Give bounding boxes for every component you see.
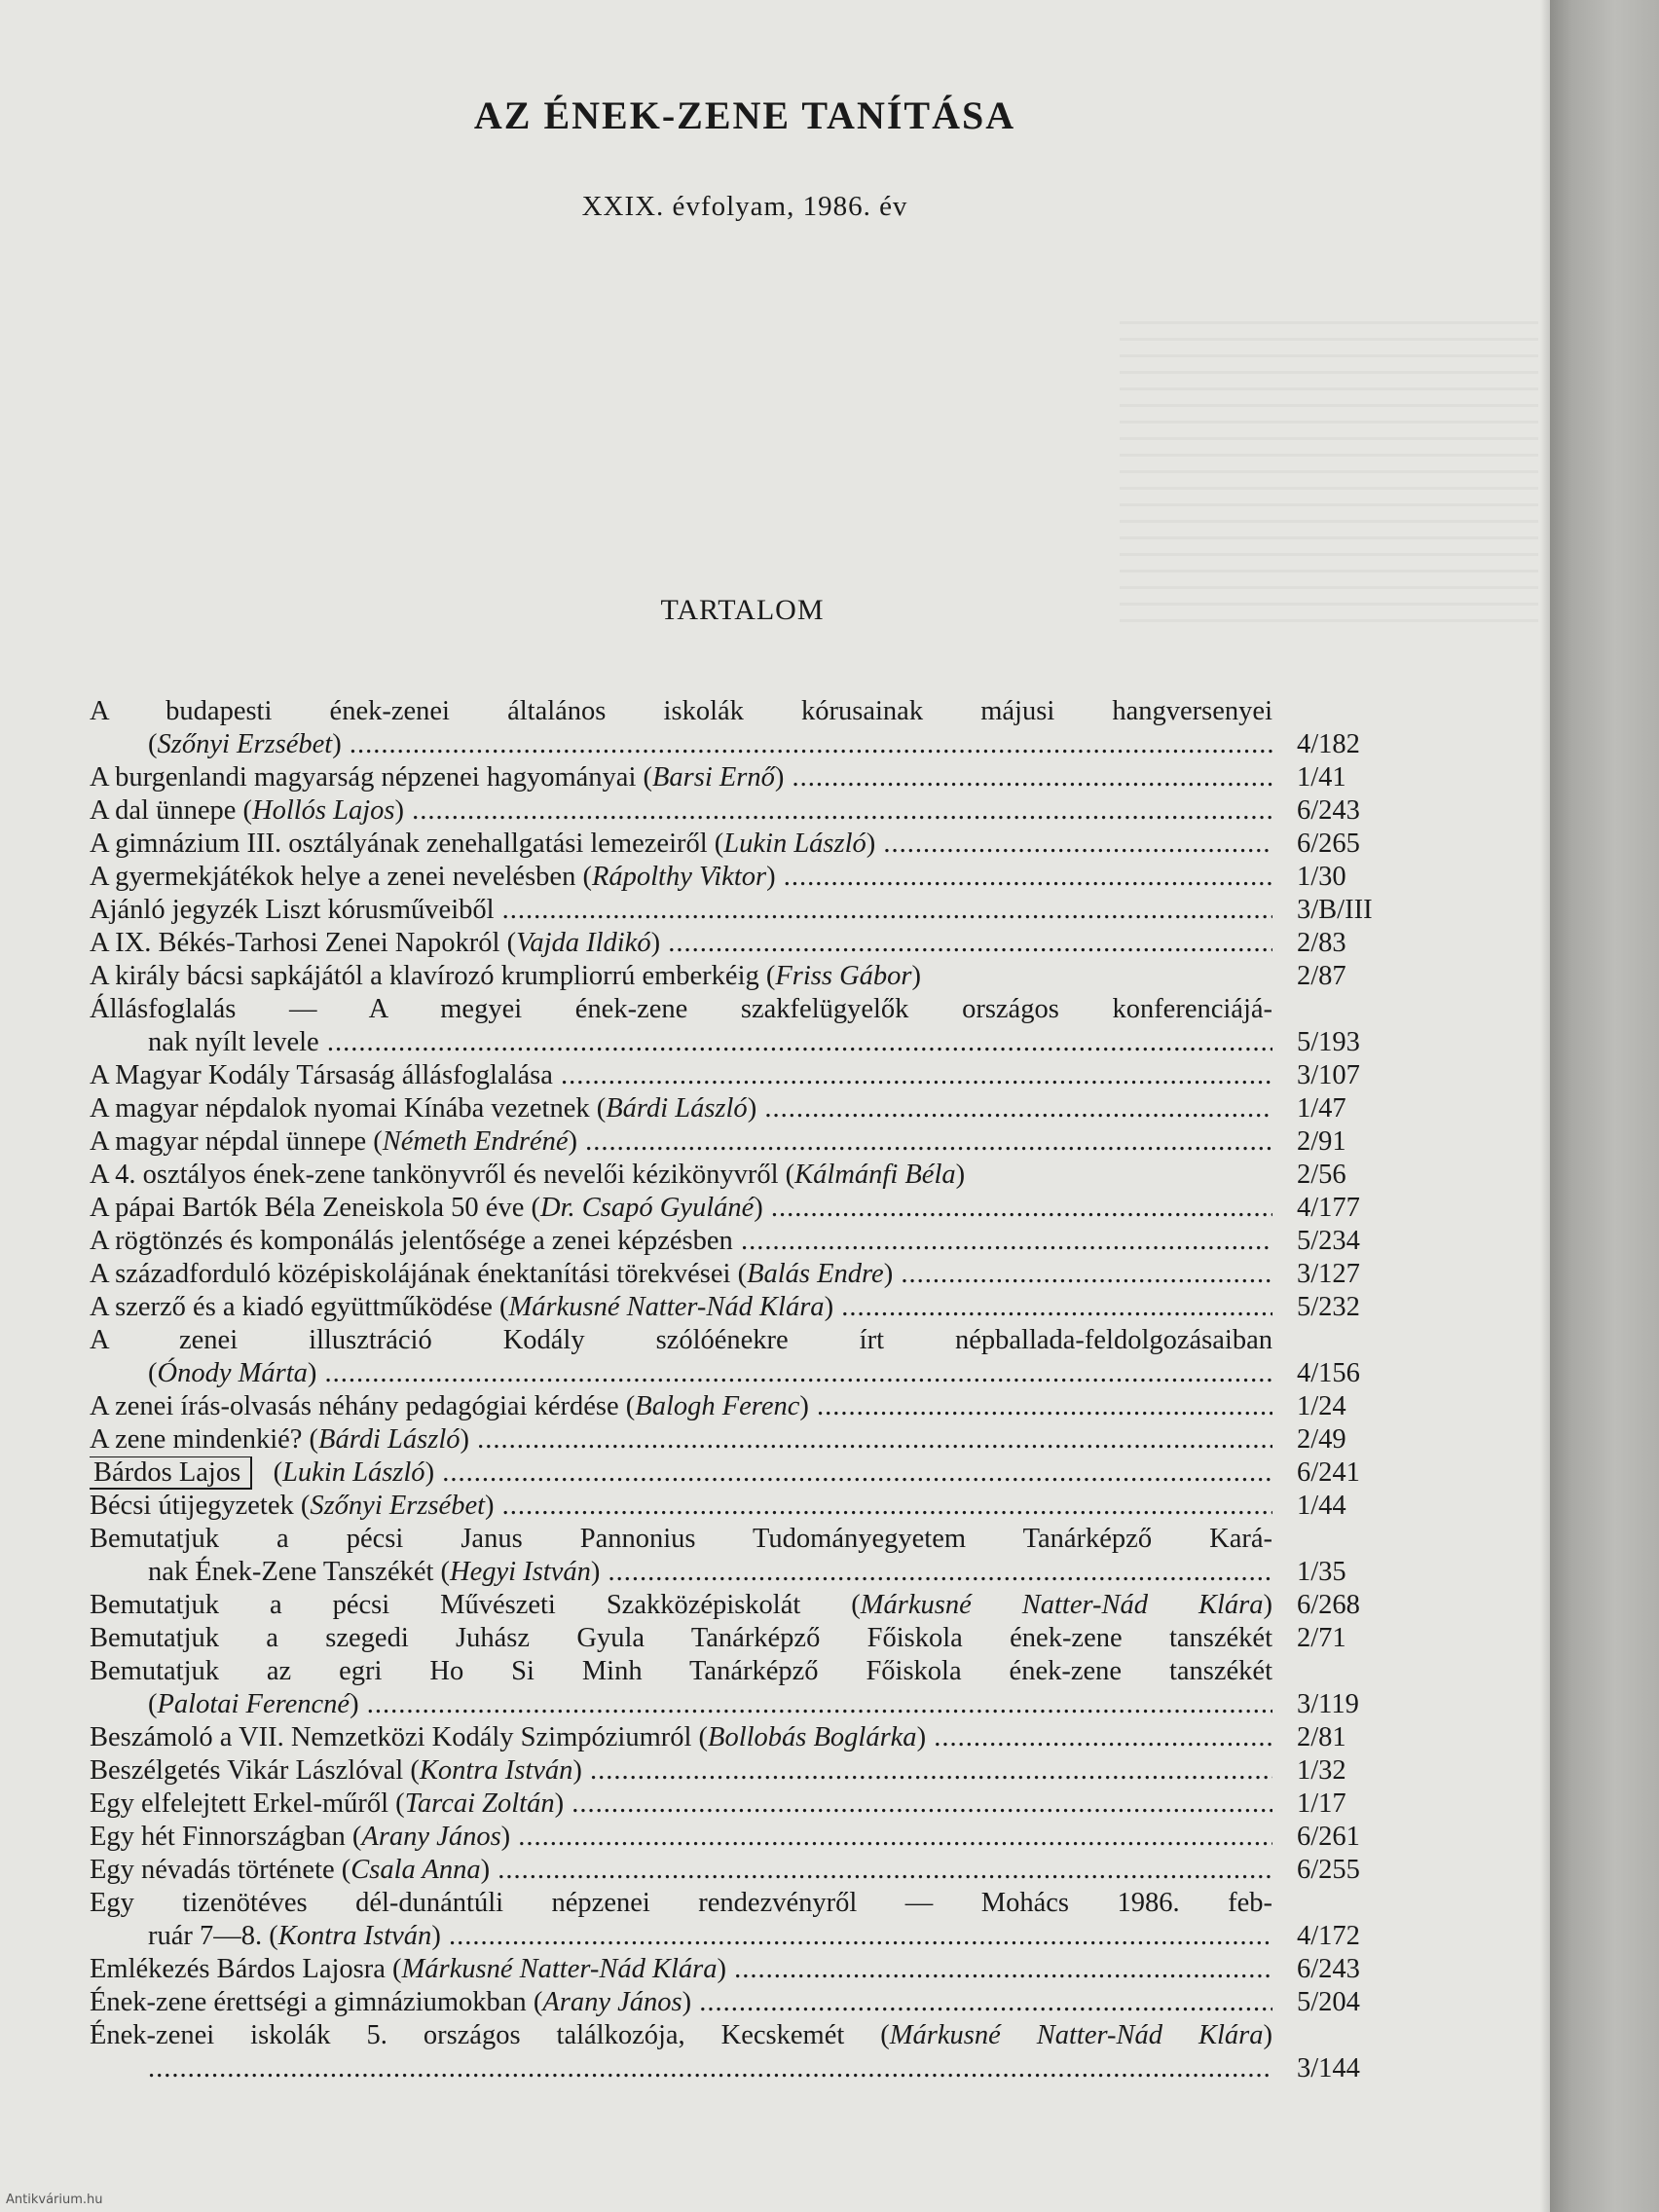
toc-entry: A pápai Bartók Béla Zeneiskola 50 éve (Dr. Csapó Gyuláné) ..... 4/177 [90,1192,1404,1225]
toc-entry: A dal ünnepe (Hollós Lajos) ..... 6/243 [90,794,1404,828]
toc-entry: A király bácsi sapkájától a klavírozó krumpliorrú emberkéig (Friss Gábor) 2/87 [90,960,1404,993]
toc-entry: Bemutatjuk a pécsi Művészeti Szakközépiskolát (Márkusné Natter-Nád Klára) 6/268 [90,1589,1404,1622]
entry-issue-page: 2/81 [1297,1722,1346,1752]
volume-info: XXIX. évfolyam, 1986. év [581,191,908,222]
entry-title: Ajánló jegyzék Liszt kórusműveiből [90,895,495,925]
toc-entry [90,1059,1404,1092]
entry-title: A burgenlandi magyarság népzenei hagyományai [90,762,637,793]
entry-title: Beszámoló a VII. Nemzetközi Kodály Szimpóziumról [90,1722,692,1752]
entry-issue-page: 5/204 [1297,1987,1360,2017]
entry-author: Szőnyi Erzsébet [157,729,333,759]
entry-author: Márkusné Natter-Nád Klára [401,1954,718,1984]
entry-title: A gimnázium III. osztályának zenehallgatási lemezeiről [90,829,708,859]
entry-author: Palotai Ferencné [157,1689,350,1719]
entry-author: Arany János [361,1822,501,1852]
entry-issue-page: 1/32 [1297,1755,1346,1786]
entry-title-line2: nak Ének-Zene Tanszékét [148,1557,434,1587]
toc-heading: TARTALOM [660,594,825,626]
toc-entry: A zenei írás-olvasás néhány pedagógiai kérdése (Balogh Ferenc) ..... 1/24 [90,1390,1404,1423]
entry-author: Hegyi István [450,1557,591,1587]
entry-title: A szerző és a kiadó együttműködése [90,1292,493,1322]
entry-author: Bollobás Boglárka [708,1722,917,1752]
entry-issue-page: 4/182 [1297,729,1360,759]
entry-title: A rögtönzés és komponálás jelentősége a zenei képzésben [90,1226,733,1256]
toc-entry-continuation: (Ónody Márta) ..... 4/156 [90,1357,1404,1390]
entry-author: Tarcai Zoltán [404,1788,555,1819]
toc-entry: Ének-zene érettségi a gimnáziumokban (Arany János) ..... 5/204 [90,1986,1404,2019]
entry-title: A IX. Békés-Tarhosi Zenei Napokról [90,928,500,958]
entry-issue-page: 4/156 [1297,1358,1360,1388]
entry-title: Egy elfelejtett Erkel-műről [90,1788,389,1819]
entry-title-line2: ruár 7—8. [148,1921,263,1951]
toc-entry [90,1523,1404,1556]
entry-title: Bárdos Lajos [90,1456,252,1490]
entry-title-line2: nak nyílt levele [148,1027,319,1057]
entry-issue-page: 6/261 [1297,1822,1360,1852]
entry-title: Beszélgetés Vikár Lászlóval [90,1755,404,1786]
entry-issue-page: 3/B/III [1297,895,1373,925]
entry-issue-page: 2/71 [1297,1623,1346,1653]
toc-entry-continuation [90,1026,1404,1059]
entry-author: Lukin László [723,829,866,859]
toc-entry: Bécsi útijegyzetek (Szőnyi Erzsébet) ..... 1/44 [90,1490,1404,1523]
entry-title: A zene mindenkié? [90,1424,303,1455]
toc-entry: Emlékezés Bárdos Lajosra (Márkusné Natter-Nád Klára) ..... 6/243 [90,1953,1404,1986]
toc-entry [90,993,1404,1026]
toc-entry: A gyermekjátékok helye a zenei nevelésben (Rápolthy Viktor) ..... 1/30 [90,861,1404,894]
entry-title: A zenei írás-olvasás néhány pedagógiai kérdése [90,1391,619,1421]
toc-entry: Egy hét Finnországban (Arany János) ..... 6/261 [90,1821,1404,1854]
entry-title: Bemutatjuk a pécsi Janus Pannonius Tudományegyetem Tanárképző Kará- [90,1524,1272,1554]
entry-issue-page: 3/107 [1297,1060,1360,1090]
entry-title: A századforduló középiskolájának énektanítási törekvései [90,1259,731,1289]
entry-issue-page: 5/232 [1297,1292,1360,1322]
entry-author: Bárdi László [606,1093,748,1124]
entry-title: Egy tizenötéves dél-dunántúli népzenei rendezvényről — Mohács 1986. feb- [90,1888,1272,1918]
entry-author: Barsi Ernő [652,762,775,793]
entry-title: A 4. osztályos ének-zene tankönyvről és nevelői kézikönyvről [90,1160,779,1190]
toc-entry-continuation: nak Ének-Zene Tanszékét (Hegyi István) ..... 1/35 [90,1556,1404,1589]
entry-issue-page: 1/47 [1297,1093,1346,1124]
entry-issue-page: 6/243 [1297,795,1360,826]
entry-title: Ének-zenei iskolák 5. országos találkozója, Kecskemét [90,2020,845,2050]
toc-entry: Egy elfelejtett Erkel-műről (Tarcai Zoltán) ..... 1/17 [90,1788,1404,1821]
toc-entry [90,1655,1404,1688]
entry-issue-page: 2/49 [1297,1424,1346,1455]
toc-entry: Egy névadás története (Csala Anna) ..... 6/255 [90,1854,1404,1887]
entry-title: Egy névadás története [90,1855,335,1885]
entry-author: Friss Gábor [775,961,912,991]
entry-author: Csala Anna [350,1855,481,1885]
entry-author: Kontra István [419,1755,573,1786]
entry-title: A gyermekjátékok helye a zenei nevelésben [90,862,576,892]
entry-issue-page: 1/44 [1297,1491,1346,1521]
entry-title: A pápai Bartók Béla Zeneiskola 50 éve [90,1193,525,1223]
toc-entry: A zene mindenkié? (Bárdi László) ..... 2/49 [90,1423,1404,1456]
toc-entry: A magyar népdal ünnepe (Németh Endréné) ..... 2/91 [90,1125,1404,1159]
book-spine [1550,0,1659,2212]
toc-entry-continuation: ruár 7—8. (Kontra István) ..... 4/172 [90,1920,1404,1953]
toc-entry [90,1324,1404,1357]
entry-title-line2: (Szőnyi Erzsébet) ..... [90,728,1272,761]
toc-entry [90,1225,1404,1258]
entry-issue-page: 3/144 [1297,2053,1360,2083]
entry-title: A magyar népdal ünnepe [90,1126,367,1157]
entry-title: Bemutatjuk a szegedi Juhász Gyula Tanárképző Főiskola ének-zene tanszékét [90,1623,1272,1653]
toc-entry [90,695,1404,728]
entry-title: A zenei illusztráció Kodály szólóénekre írt népballada-feldolgozásaiban [90,1325,1272,1355]
entry-issue-page: 1/41 [1297,762,1346,793]
entry-title: A magyar népdalok nyomai Kínába vezetnek [90,1093,590,1124]
entry-issue-page: 2/91 [1297,1126,1346,1157]
entry-author: Kálmánfi Béla [794,1160,956,1190]
entry-issue-page: 6/243 [1297,1954,1360,1984]
toc-entry: A szerző és a kiadó együttműködése (Márkusné Natter-Nád Klára) ..... 5/232 [90,1291,1404,1324]
entry-title: Bemutatjuk a pécsi Művészeti Szakközépiskolát [90,1590,801,1620]
entry-title: Bécsi útijegyzetek [90,1491,294,1521]
entry-title: Bemutatjuk az egri Ho Si Minh Tanárképző Főiskola ének-zene tanszékét [90,1656,1272,1686]
entry-author: Balás Endre [747,1259,884,1289]
entry-issue-page: 2/56 [1297,1160,1346,1190]
entry-author: Rápolthy Viktor [591,862,767,892]
entry-title: Ének-zene érettségi a gimnáziumokban [90,1987,527,2017]
entry-title: Állásfoglalás — A megyei ének-zene szakfelügyelők országos konferenciájá- [90,994,1272,1024]
entry-title: A dal ünnepe [90,795,237,826]
toc-entry-continuation: (Palotai Ferencné) ..... 3/119 [90,1688,1404,1721]
entry-issue-page: 1/30 [1297,862,1346,892]
entry-author: Lukin László [282,1457,425,1488]
entry-author: Hollós Lajos [252,795,395,826]
entry-author: Szőnyi Erzsébet [310,1491,486,1521]
entry-author: Bárdi László [318,1424,461,1455]
toc-entry: Ének-zenei iskolák 5. országos találkozója, Kecskemét (Márkusné Natter-Nád Klára) [90,2020,1272,2050]
entry-title: A budapesti ének-zenei általános iskolák kórusainak májusi hangversenyei [90,696,1272,726]
toc-entry: A századforduló középiskolájának énektanítási törekvései (Balás Endre) ..... 3/127 [90,1258,1404,1291]
entry-author: Balogh Ferenc [635,1391,800,1421]
entry-issue-page: 6/268 [1297,1590,1360,1620]
entry-issue-page: 5/193 [1297,1027,1360,1057]
entry-author: Vajda Ildikó [516,928,651,958]
entry-issue-page: 2/87 [1297,961,1346,991]
toc-entry-continuation [90,728,1404,761]
entry-author: Németh Endréné [382,1126,569,1157]
toc-entry: Beszámoló a VII. Nemzetközi Kodály Szimpóziumról (Bollobás Boglárka) ..... 2/81 [90,1721,1404,1754]
entry-issue-page: 3/119 [1297,1689,1359,1719]
toc-entry [90,1887,1404,1920]
toc-entry: A magyar népdalok nyomai Kínába vezetnek (Bárdi László) ..... 1/47 [90,1092,1404,1125]
entry-author: Márkusné Natter-Nád Klára [508,1292,825,1322]
entry-issue-page: 6/255 [1297,1855,1360,1885]
toc-entry: Beszélgetés Vikár Lászlóval (Kontra István) ..... 1/32 [90,1754,1404,1788]
entry-title: Egy hét Finnországban [90,1822,346,1852]
entry-issue-page: 2/83 [1297,928,1346,958]
entry-author: Kontra István [277,1921,432,1951]
toc-entry [90,894,1404,927]
entry-line2-leader [90,2052,1272,2085]
journal-title: AZ ÉNEK-ZENE TANÍTÁSA [473,93,1016,137]
toc-entry: Bárdos Lajos (Lukin László) ..... 6/241 [90,1456,1404,1490]
toc-entry: A burgenlandi magyarság népzenei hagyományai (Barsi Ernő) ..... 1/41 [90,761,1404,794]
entry-author: Márkusné Natter-Nád Klára [860,1590,1264,1620]
entry-author: Márkusné Natter-Nád Klára [889,2020,1264,2050]
entry-title: Emlékezés Bárdos Lajosra [90,1954,386,1984]
toc-entry: A gimnázium III. osztályának zenehallgatási lemezeiről (Lukin László) ..... 6/265 [90,828,1404,861]
entry-author: Ónody Márta [157,1358,308,1388]
toc-entry: A 4. osztályos ének-zene tankönyvről és nevelői kézikönyvről (Kálmánfi Béla) 2/56 [90,1159,1404,1192]
watermark: Antikvárium.hu [6,2193,103,2207]
entry-issue-page: 3/127 [1297,1259,1360,1289]
show-through-text [1120,321,1538,633]
toc-entry-continuation [90,2052,1404,2085]
entry-issue-page: 4/177 [1297,1193,1360,1223]
entry-issue-page: 1/24 [1297,1391,1346,1421]
entry-issue-page: 1/35 [1297,1557,1346,1587]
entry-author: Arany János [542,1987,682,2017]
toc-entry: A IX. Békés-Tarhosi Zenei Napokról (Vajda Ildikó) ..... 2/83 [90,927,1404,960]
entry-issue-page: 6/241 [1297,1457,1360,1488]
toc-entry [90,1622,1404,1655]
entry-issue-page: 5/234 [1297,1226,1360,1256]
entry-author: Dr. Csapó Gyuláné [539,1193,755,1223]
entry-issue-page: 1/17 [1297,1788,1346,1819]
entry-issue-page: 4/172 [1297,1921,1360,1951]
entry-title: A király bácsi sapkájától a klavírozó krumpliorrú emberkéig [90,961,759,991]
entry-issue-page: 6/265 [1297,829,1360,859]
entry-title: A Magyar Kodály Társaság állásfoglalása [90,1060,553,1090]
